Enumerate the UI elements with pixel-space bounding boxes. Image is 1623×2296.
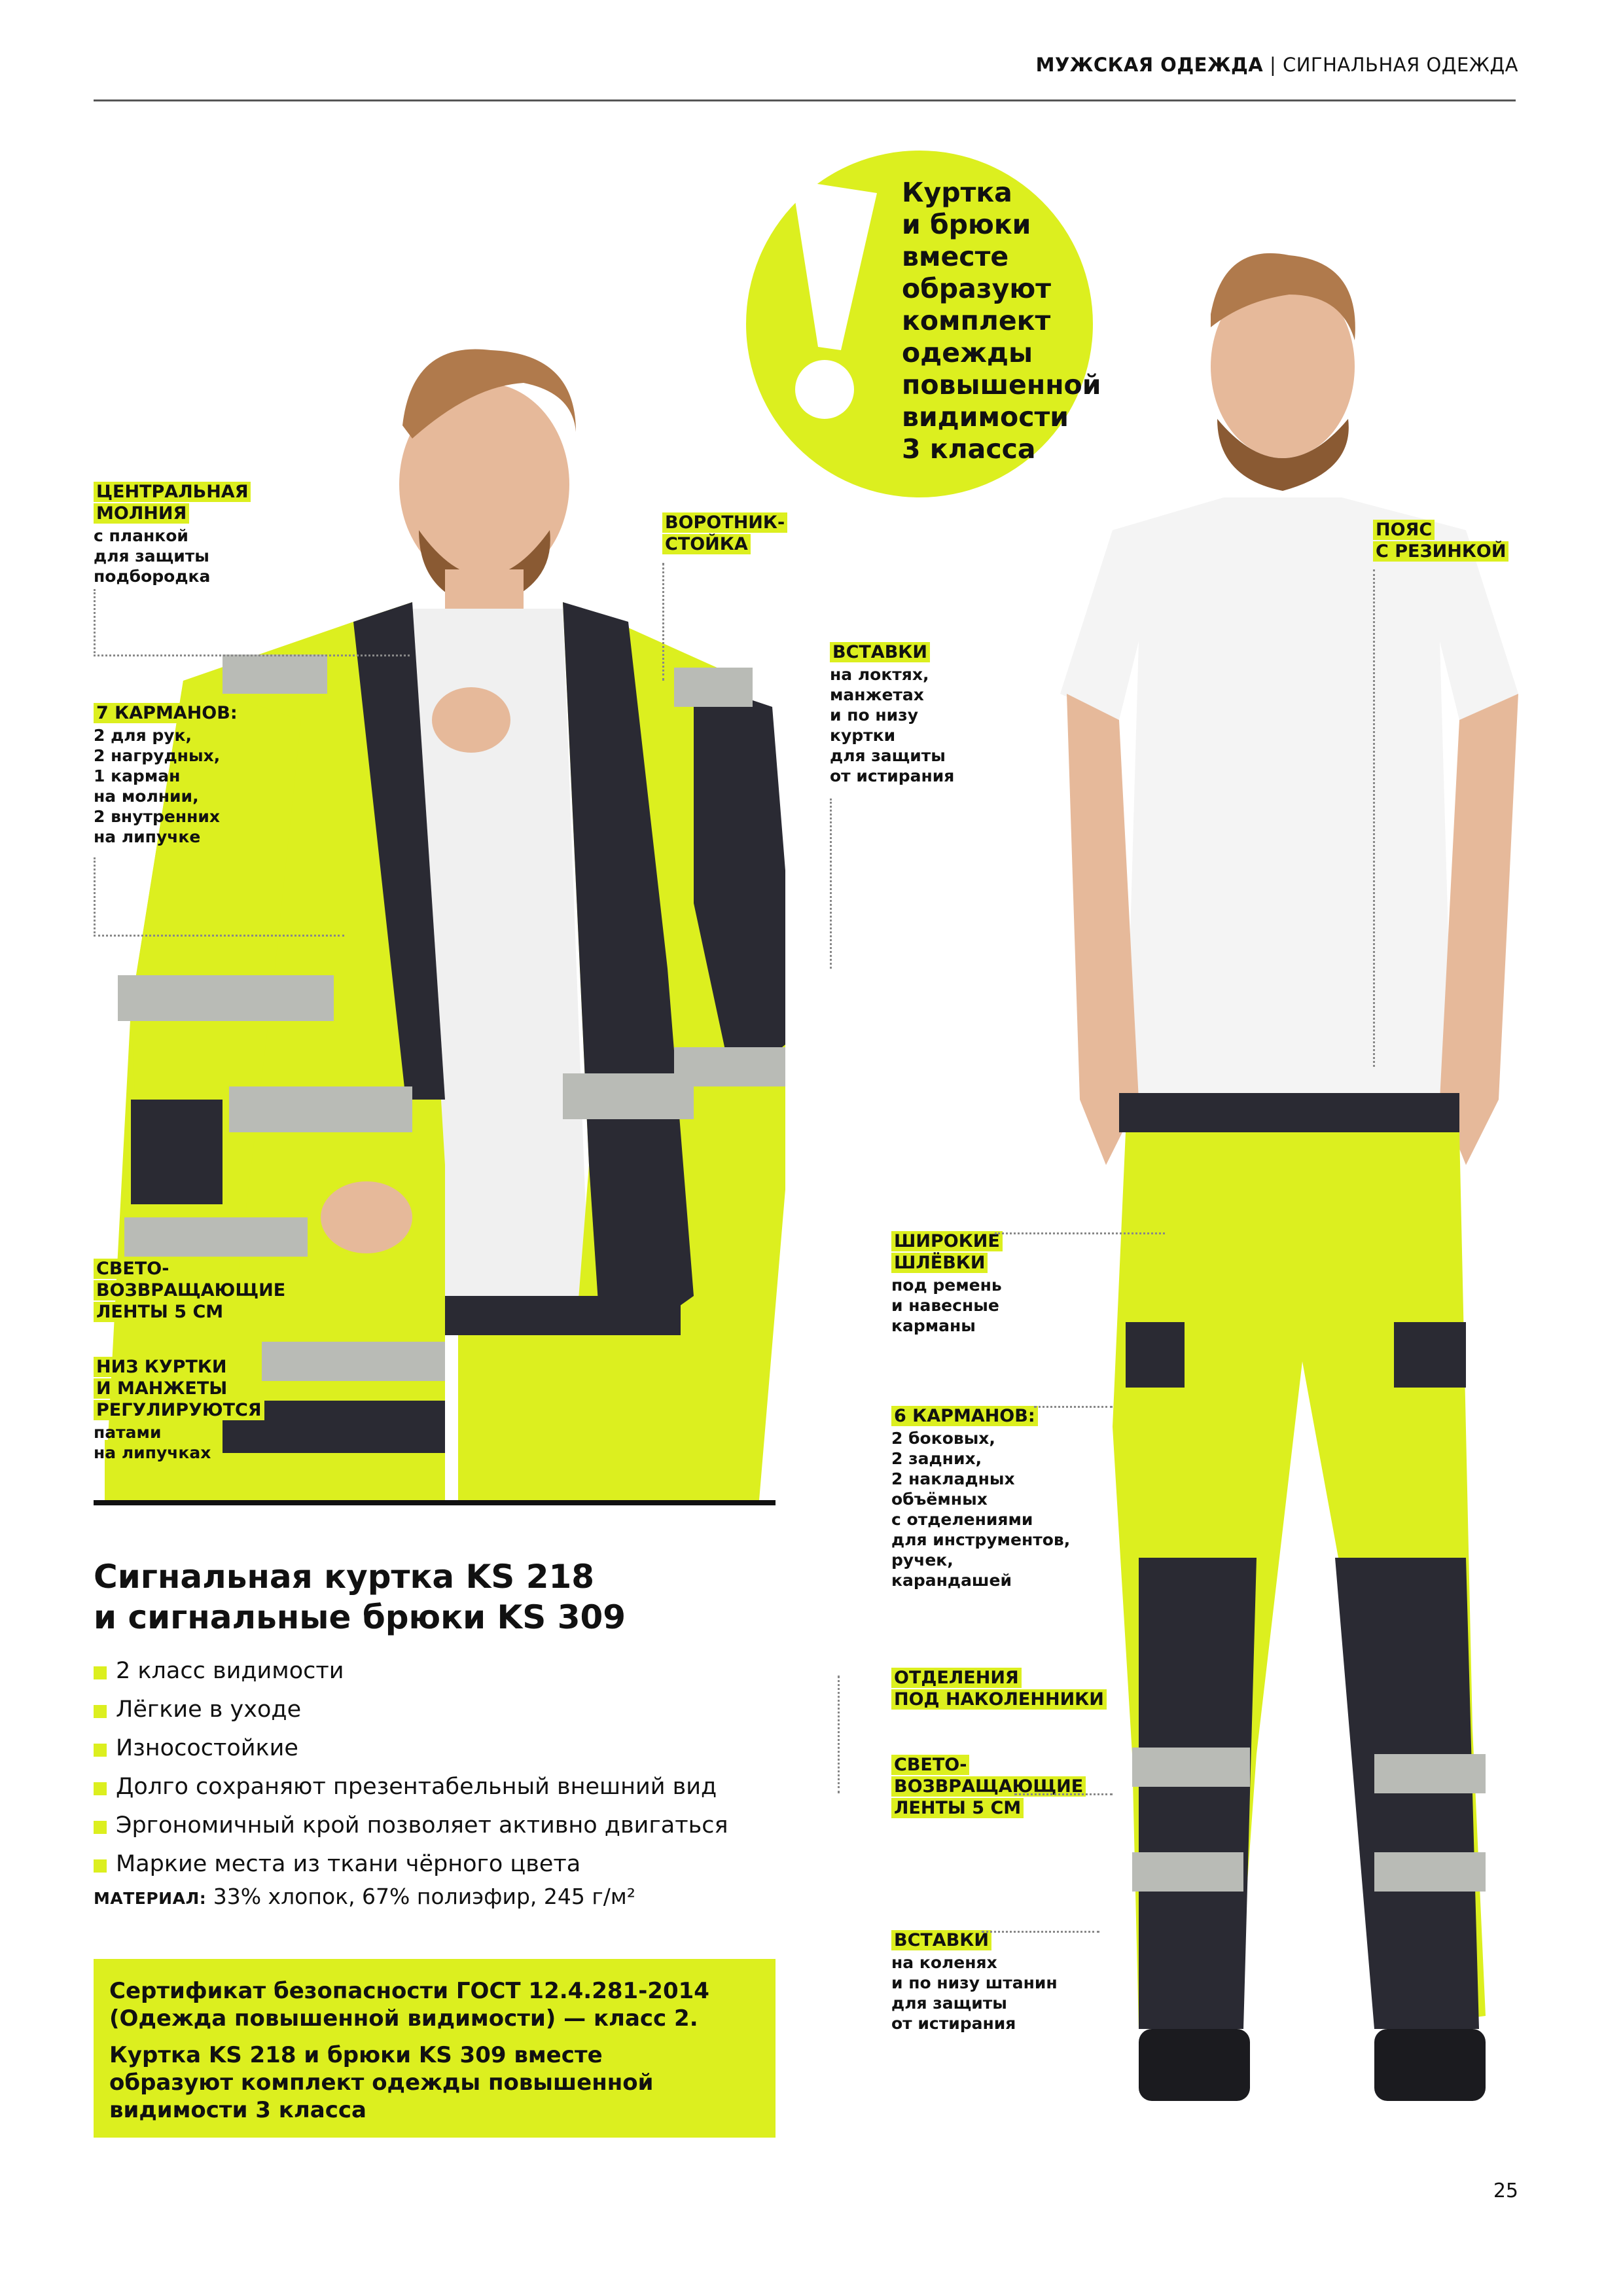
- label-central-zip-text: с планкой для защиты подбородка: [94, 526, 211, 586]
- label-reflective-jacket: [94, 1258, 288, 1323]
- certificate-box: [94, 1959, 776, 2138]
- label-inserts-pants: [891, 1929, 1058, 2034]
- header-separator: |: [1269, 54, 1277, 76]
- label-loops: [891, 1230, 1003, 1336]
- callout-text: Куртка и брюки вместе образуют комплект одежды повышенной видимости 3 класса: [902, 177, 1101, 465]
- label-collar: [662, 512, 787, 555]
- label-jacket-bottom: [94, 1356, 264, 1463]
- label-jacket-bottom-title: НИЗ КУРТКИ И МАНЖЕТЫ РЕГУЛИРУЮТСЯ: [94, 1357, 264, 1420]
- label-collar-title: ВОРОТНИК- СТОЙКА: [662, 512, 787, 554]
- material-line: [94, 1884, 635, 1909]
- label-inserts-jacket: [830, 641, 954, 786]
- connector-pockets6: [1034, 1406, 1113, 1408]
- label-inserts-jacket-text: на локтях, манжетах и по низу куртки для защиты от истирания: [830, 665, 955, 785]
- label-jacket-bottom-text: патами на липучках: [94, 1423, 211, 1462]
- feature-item: 2 класс видимости: [94, 1652, 728, 1691]
- feature-item: Лёгкие в уходе: [94, 1691, 728, 1729]
- label-pockets6: [891, 1405, 1070, 1590]
- header-rule: [94, 99, 1516, 101]
- header-section: МУЖСКАЯ ОДЕЖДА: [1035, 54, 1264, 76]
- connector-kneepads: [838, 1676, 840, 1793]
- label-reflective-pants: [891, 1754, 1086, 1819]
- connector-belt: [1373, 569, 1375, 1067]
- material-value: 33% хлопок, 67% полиэфир, 245 г/м²: [213, 1884, 635, 1909]
- feature-item: Долго сохраняют презентабельный внешний вид: [94, 1768, 728, 1806]
- certificate-line2: Куртка KS 218 и брюки KS 309 вместе образуют комплект одежды повышенной видимости 3 класса: [109, 2042, 654, 2123]
- label-inserts-pants-title: ВСТАВКИ: [891, 1930, 991, 1950]
- label-pockets7-title: 7 КАРМАНОВ:: [94, 703, 240, 723]
- connector-loops: [995, 1232, 1165, 1234]
- connector-inserts-pants: [982, 1931, 1099, 1933]
- label-inserts-pants-text: на коленях и по низу штанин для защиты от истирания: [891, 1953, 1058, 2033]
- header-subsection: СИГНАЛЬНАЯ ОДЕЖДА: [1282, 54, 1518, 76]
- label-pockets7: [94, 702, 240, 847]
- section-rule: [94, 1500, 776, 1505]
- label-reflective-pants-title: СВЕТО- ВОЗВРАЩАЮЩИЕ ЛЕНТЫ 5 СМ: [891, 1755, 1086, 1818]
- page-number: 25: [1493, 2179, 1518, 2202]
- label-pockets7-text: 2 для рук, 2 нагрудных, 1 карман на молнии, 2 внутренних на липучке: [94, 726, 221, 846]
- connector-reflective-pants: [1014, 1793, 1113, 1795]
- connector-central-zip: [94, 589, 410, 656]
- connector-pockets7: [94, 857, 344, 937]
- exclamation-icon: [779, 180, 877, 429]
- feature-item: Маркие места из ткани чёрного цвета: [94, 1845, 728, 1884]
- label-loops-title: ШИРОКИЕ ШЛЁВКИ: [891, 1231, 1003, 1273]
- label-belt: [1373, 519, 1508, 562]
- feature-list: [94, 1652, 728, 1884]
- label-reflective-jacket-title: СВЕТО- ВОЗВРАЩАЮЩИЕ ЛЕНТЫ 5 СМ: [94, 1259, 288, 1322]
- label-central-zip-title: ЦЕНТРАЛЬНАЯ МОЛНИЯ: [94, 482, 251, 524]
- connector-collar: [662, 563, 664, 681]
- material-label: МАТЕРИАЛ:: [94, 1889, 207, 1908]
- connector-inserts-jacket: [830, 798, 832, 969]
- certificate-line1: Сертификат безопасности ГОСТ 12.4.281-2014 (Одежда повышенной видимости) — класс 2.: [109, 1978, 709, 2032]
- label-pockets6-title: 6 КАРМАНОВ:: [891, 1406, 1038, 1426]
- feature-item: Износостойкие: [94, 1729, 728, 1768]
- label-kneepads: [891, 1667, 1107, 1710]
- label-loops-text: под ремень и навесные карманы: [891, 1276, 1002, 1335]
- running-header: [1036, 54, 1518, 76]
- label-inserts-jacket-title: ВСТАВКИ: [830, 642, 930, 662]
- label-pockets6-text: 2 боковых, 2 задних, 2 накладных объёмных с отделениями для инструментов, ручек, карандашей: [891, 1429, 1071, 1590]
- label-belt-title: ПОЯС С РЕЗИНКОЙ: [1373, 520, 1508, 562]
- label-kneepads-title: ОТДЕЛЕНИЯ ПОД НАКОЛЕННИКИ: [891, 1668, 1107, 1710]
- label-central-zip: [94, 481, 251, 586]
- product-title: Сигнальная куртка KS 218 и сигнальные брюки KS 309: [94, 1558, 626, 1636]
- feature-item: Эргономичный крой позволяет активно двигаться: [94, 1806, 728, 1845]
